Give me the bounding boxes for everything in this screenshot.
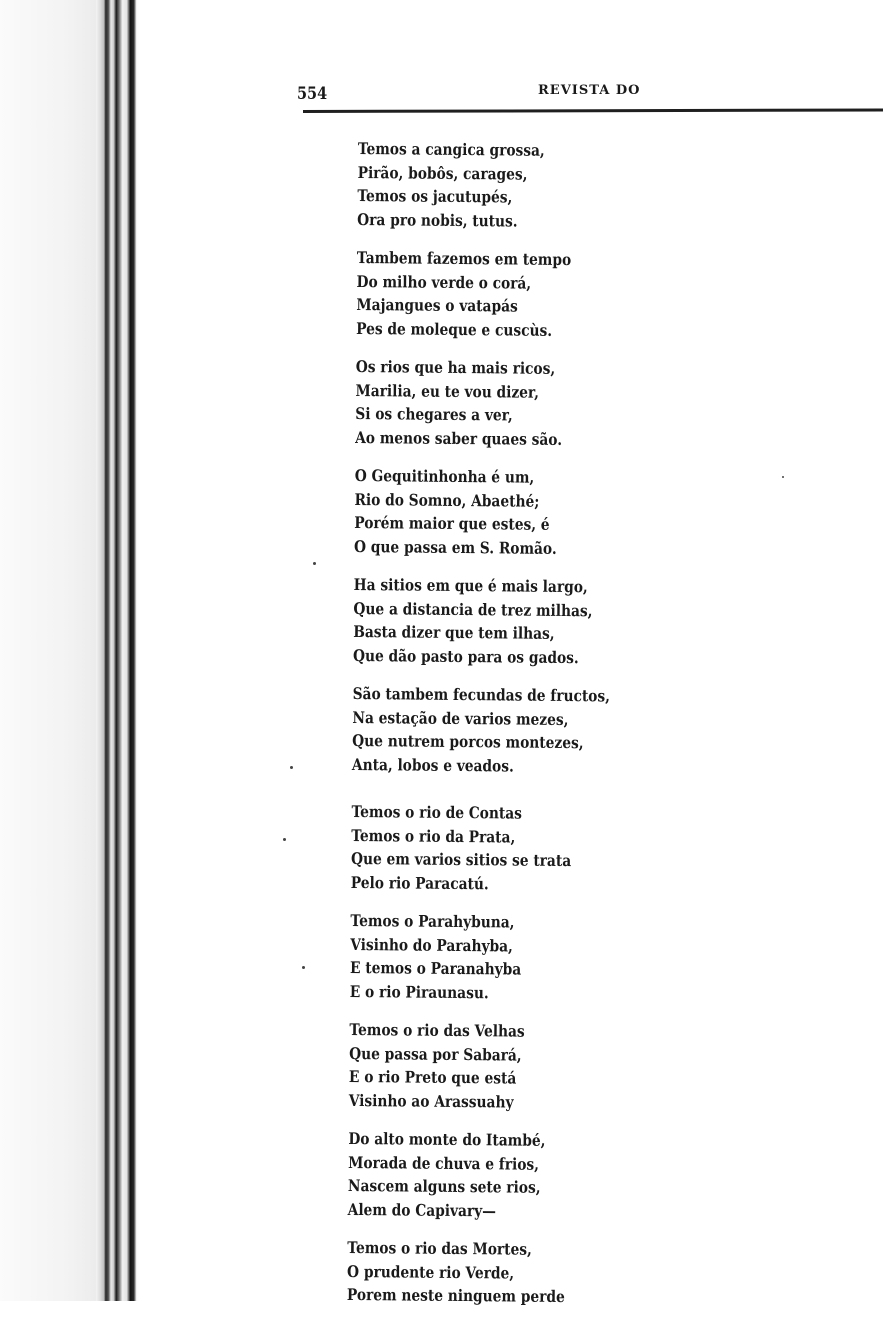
stanza: [347, 1236, 688, 1310]
verse-line: Si os chegares a ver,: [355, 403, 513, 425]
verse-line: Que dão pasto para os gados.: [352, 645, 579, 667]
verse-line: Rio do Somno, Abaethé;: [354, 489, 540, 511]
stanza: [351, 800, 692, 897]
header-rule: [303, 108, 883, 113]
verse-line: E o rio Piraunasu.: [349, 981, 489, 1002]
verse-line: Que nutrem porcos montezes,: [352, 730, 584, 753]
verse-line: São tambem fecundas de fructos,: [352, 683, 611, 706]
verse-line: Alem do Capivary—: [347, 1199, 497, 1220]
verse-line: Que passa por Sabará,: [349, 1043, 522, 1065]
print-speck: [313, 562, 316, 565]
verse-line: Que a distancia de trez milhas,: [353, 598, 593, 620]
stanza: [355, 355, 696, 452]
print-speck: [302, 966, 305, 969]
verse-line: O Gequitinhonha é um,: [354, 465, 535, 487]
verse-line: Basta dizer que tem ilhas,: [353, 621, 555, 643]
verse-line: Do alto monte do Itambé,: [348, 1128, 546, 1150]
verse-line: O prudente rio Verde,: [347, 1261, 515, 1283]
verse-line: Temos os jacutupés,: [357, 185, 513, 207]
verse-line: Temos o rio das Mortes,: [347, 1237, 532, 1259]
verse-line: Tambem fazemos em tempo: [356, 247, 572, 270]
verse-line: Temos o Parahybuna,: [350, 910, 515, 932]
running-head: REVISTA DO: [538, 83, 641, 98]
verse-line: O que passa em S. Romão.: [353, 536, 557, 558]
verse-line: Ora pro nobis, tutus.: [357, 209, 518, 231]
print-speck: [283, 838, 286, 841]
book-binding-gutter: [96, 0, 140, 1301]
verse-line: Pirão, bobôs, carages,: [357, 162, 528, 184]
verse-line: E o rio Preto que está: [348, 1066, 517, 1088]
verse-line: Visinho do Parahyba,: [350, 934, 513, 956]
verse-line: Ao menos saber quaes são.: [355, 427, 563, 449]
stanza: [349, 1018, 690, 1115]
verse-line: Porem neste ninguem perde: [346, 1284, 565, 1307]
verse-line: Morada de chuva e frios,: [348, 1152, 540, 1174]
verse-line: Porém maior que estes, é: [354, 512, 550, 534]
verse-line: Marilia, eu te vou dizer,: [355, 380, 540, 402]
verse-line: Nascem alguns sete rios,: [347, 1175, 541, 1197]
stanza: [357, 137, 698, 234]
print-speck: [782, 476, 784, 478]
verse-line: Do milho verde o corá,: [356, 271, 532, 293]
verse-line: Os rios que ha mais ricos,: [355, 356, 556, 378]
stanza: [356, 246, 697, 343]
stanza: [352, 682, 693, 779]
stanza: [353, 573, 694, 670]
stanza: [348, 1127, 689, 1224]
verse-line: Que em varios sitios se trata: [350, 848, 572, 871]
verse-line: Majangues o vatapás: [356, 294, 518, 316]
poem-body: [347, 137, 698, 1325]
verse-line: Temos o rio da Prata,: [351, 825, 516, 847]
verse-line: Pes de moleque e cuscùs.: [356, 318, 553, 340]
stanza: [350, 909, 691, 1006]
page-number: 554: [297, 84, 328, 104]
stanza: [354, 464, 695, 561]
verse-line: E temos o Paranahyba: [349, 957, 522, 979]
verse-line: Visinho ao Arassuahy: [348, 1090, 514, 1112]
verse-line: Na estação de varios mezes,: [352, 707, 569, 729]
page-margin-left: [0, 0, 96, 1301]
verse-line: Temos a cangica grossa,: [357, 138, 545, 160]
verse-line: Pelo rio Paracatú.: [350, 872, 489, 893]
verse-line: Temos o rio de Contas: [351, 801, 523, 823]
verse-line: Temos o rio das Velhas: [349, 1019, 525, 1041]
print-speck: [290, 766, 293, 769]
verse-line: Ha sitios em que é mais largo,: [353, 574, 588, 597]
verse-line: Anta, lobos e veados.: [351, 754, 514, 776]
